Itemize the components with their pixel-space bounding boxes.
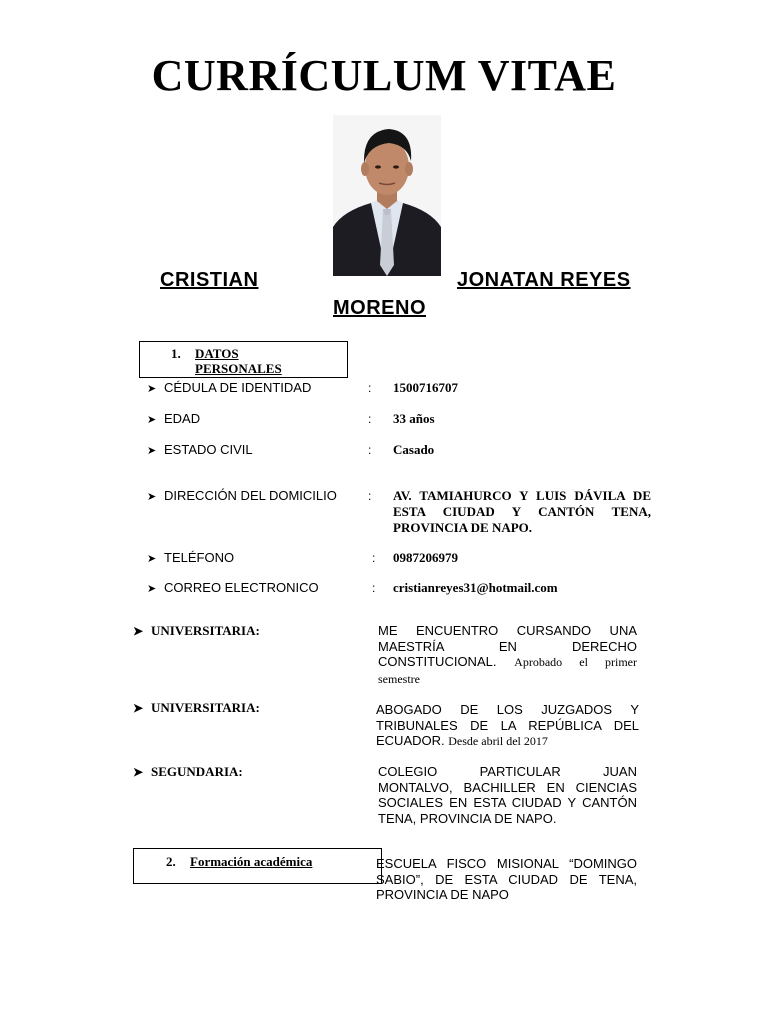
section-title [195,346,282,376]
arrowhead-bullet-icon: ➤ [133,765,144,779]
education-text-escuela: ESCUELA FISCO MISIONAL “DOMINGO SABIO”, DE ESTA CIUDAD DE TENA, PROVINCIA DE NAPO [376,856,637,902]
education-text-abogado: ABOGADO DE LOS JUZGADOS Y TRIBUNALES DE LA REPÚBLICA DEL ECUADOR. Desde abril del 2017 [376,702,639,748]
section-number: 1. [171,346,181,361]
education-text-maestria: ME ENCUENTRO CURSANDO UNA MAESTRÍA EN DERECHO CONSTITUCIONAL. Aprobado el primer semestre [378,623,637,686]
personal-label-edad: ➤ EDAD [147,411,201,426]
personal-value-direccion: AV. TAMIAHURCO Y LUIS DÁVILA DE ESTA CIUDAD Y CANTÓN TENA, PROVINCIA DE NAPO. [393,488,651,535]
personal-value-edad: 33 años [393,411,435,426]
section-title-line2: PERSONALES [195,361,282,376]
name-middle-last: JONATAN REYES [457,269,631,291]
portrait-image [333,115,441,276]
arrowhead-bullet-icon: ➤ [147,383,157,395]
personal-label-direccion: ➤ DIRECCIÓN DEL DOMICILIO [147,488,337,503]
personal-value-correo: cristianreyes31@hotmail.com [393,580,558,595]
personal-label-cedula: ➤ CÉDULA DE IDENTIDAD [147,380,312,395]
education-label-universitaria-1: ➤ UNIVERSITARIA: [133,623,260,638]
name-first: CRISTIAN [160,269,259,291]
personal-value-cedula: 1500716707 [393,380,458,395]
personal-value-telefono: 0987206979 [393,550,458,565]
colon: : [368,489,372,503]
personal-label-correo: ➤ CORREO ELECTRONICO [147,580,319,595]
arrowhead-bullet-icon: ➤ [147,491,157,503]
education-text-colegio: COLEGIO PARTICULAR JUAN MONTALVO, BACHILLER EN CIENCIAS SOCIALES EN ESTA CIUDAD Y CANTÓN TENA, PROVINCIA DE NAPO. [378,764,637,826]
personal-label-telefono: ➤ TELÉFONO [147,550,235,565]
arrowhead-bullet-icon: ➤ [133,701,144,715]
profile-photo [333,115,441,276]
arrowhead-bullet-icon: ➤ [147,583,157,595]
colon: : [368,443,372,457]
colon: : [368,412,372,426]
section-formacion-academica-box [133,848,382,884]
colon: : [368,381,372,395]
page-title: CURRÍCULUM VITAE [151,51,617,100]
section-title-line1: DATOS [195,346,239,361]
arrowhead-bullet-icon: ➤ [147,553,157,565]
personal-value-estado-civil: Casado [393,442,435,457]
section2-number: 2. [166,854,176,869]
education-label-segundaria: ➤ SEGUNDARIA: [133,764,243,779]
colon: : [372,581,376,595]
name-second-last: MORENO [333,297,426,319]
personal-label-estado-civil: ➤ ESTADO CIVIL [147,442,253,457]
section-datos-personales-box [139,341,348,378]
section2-title: Formación académica [190,854,313,869]
colon: : [372,551,376,565]
arrowhead-bullet-icon: ➤ [147,414,157,426]
arrowhead-bullet-icon: ➤ [133,624,144,638]
arrowhead-bullet-icon: ➤ [147,445,157,457]
education-label-universitaria-2: ➤ UNIVERSITARIA: [133,700,260,715]
